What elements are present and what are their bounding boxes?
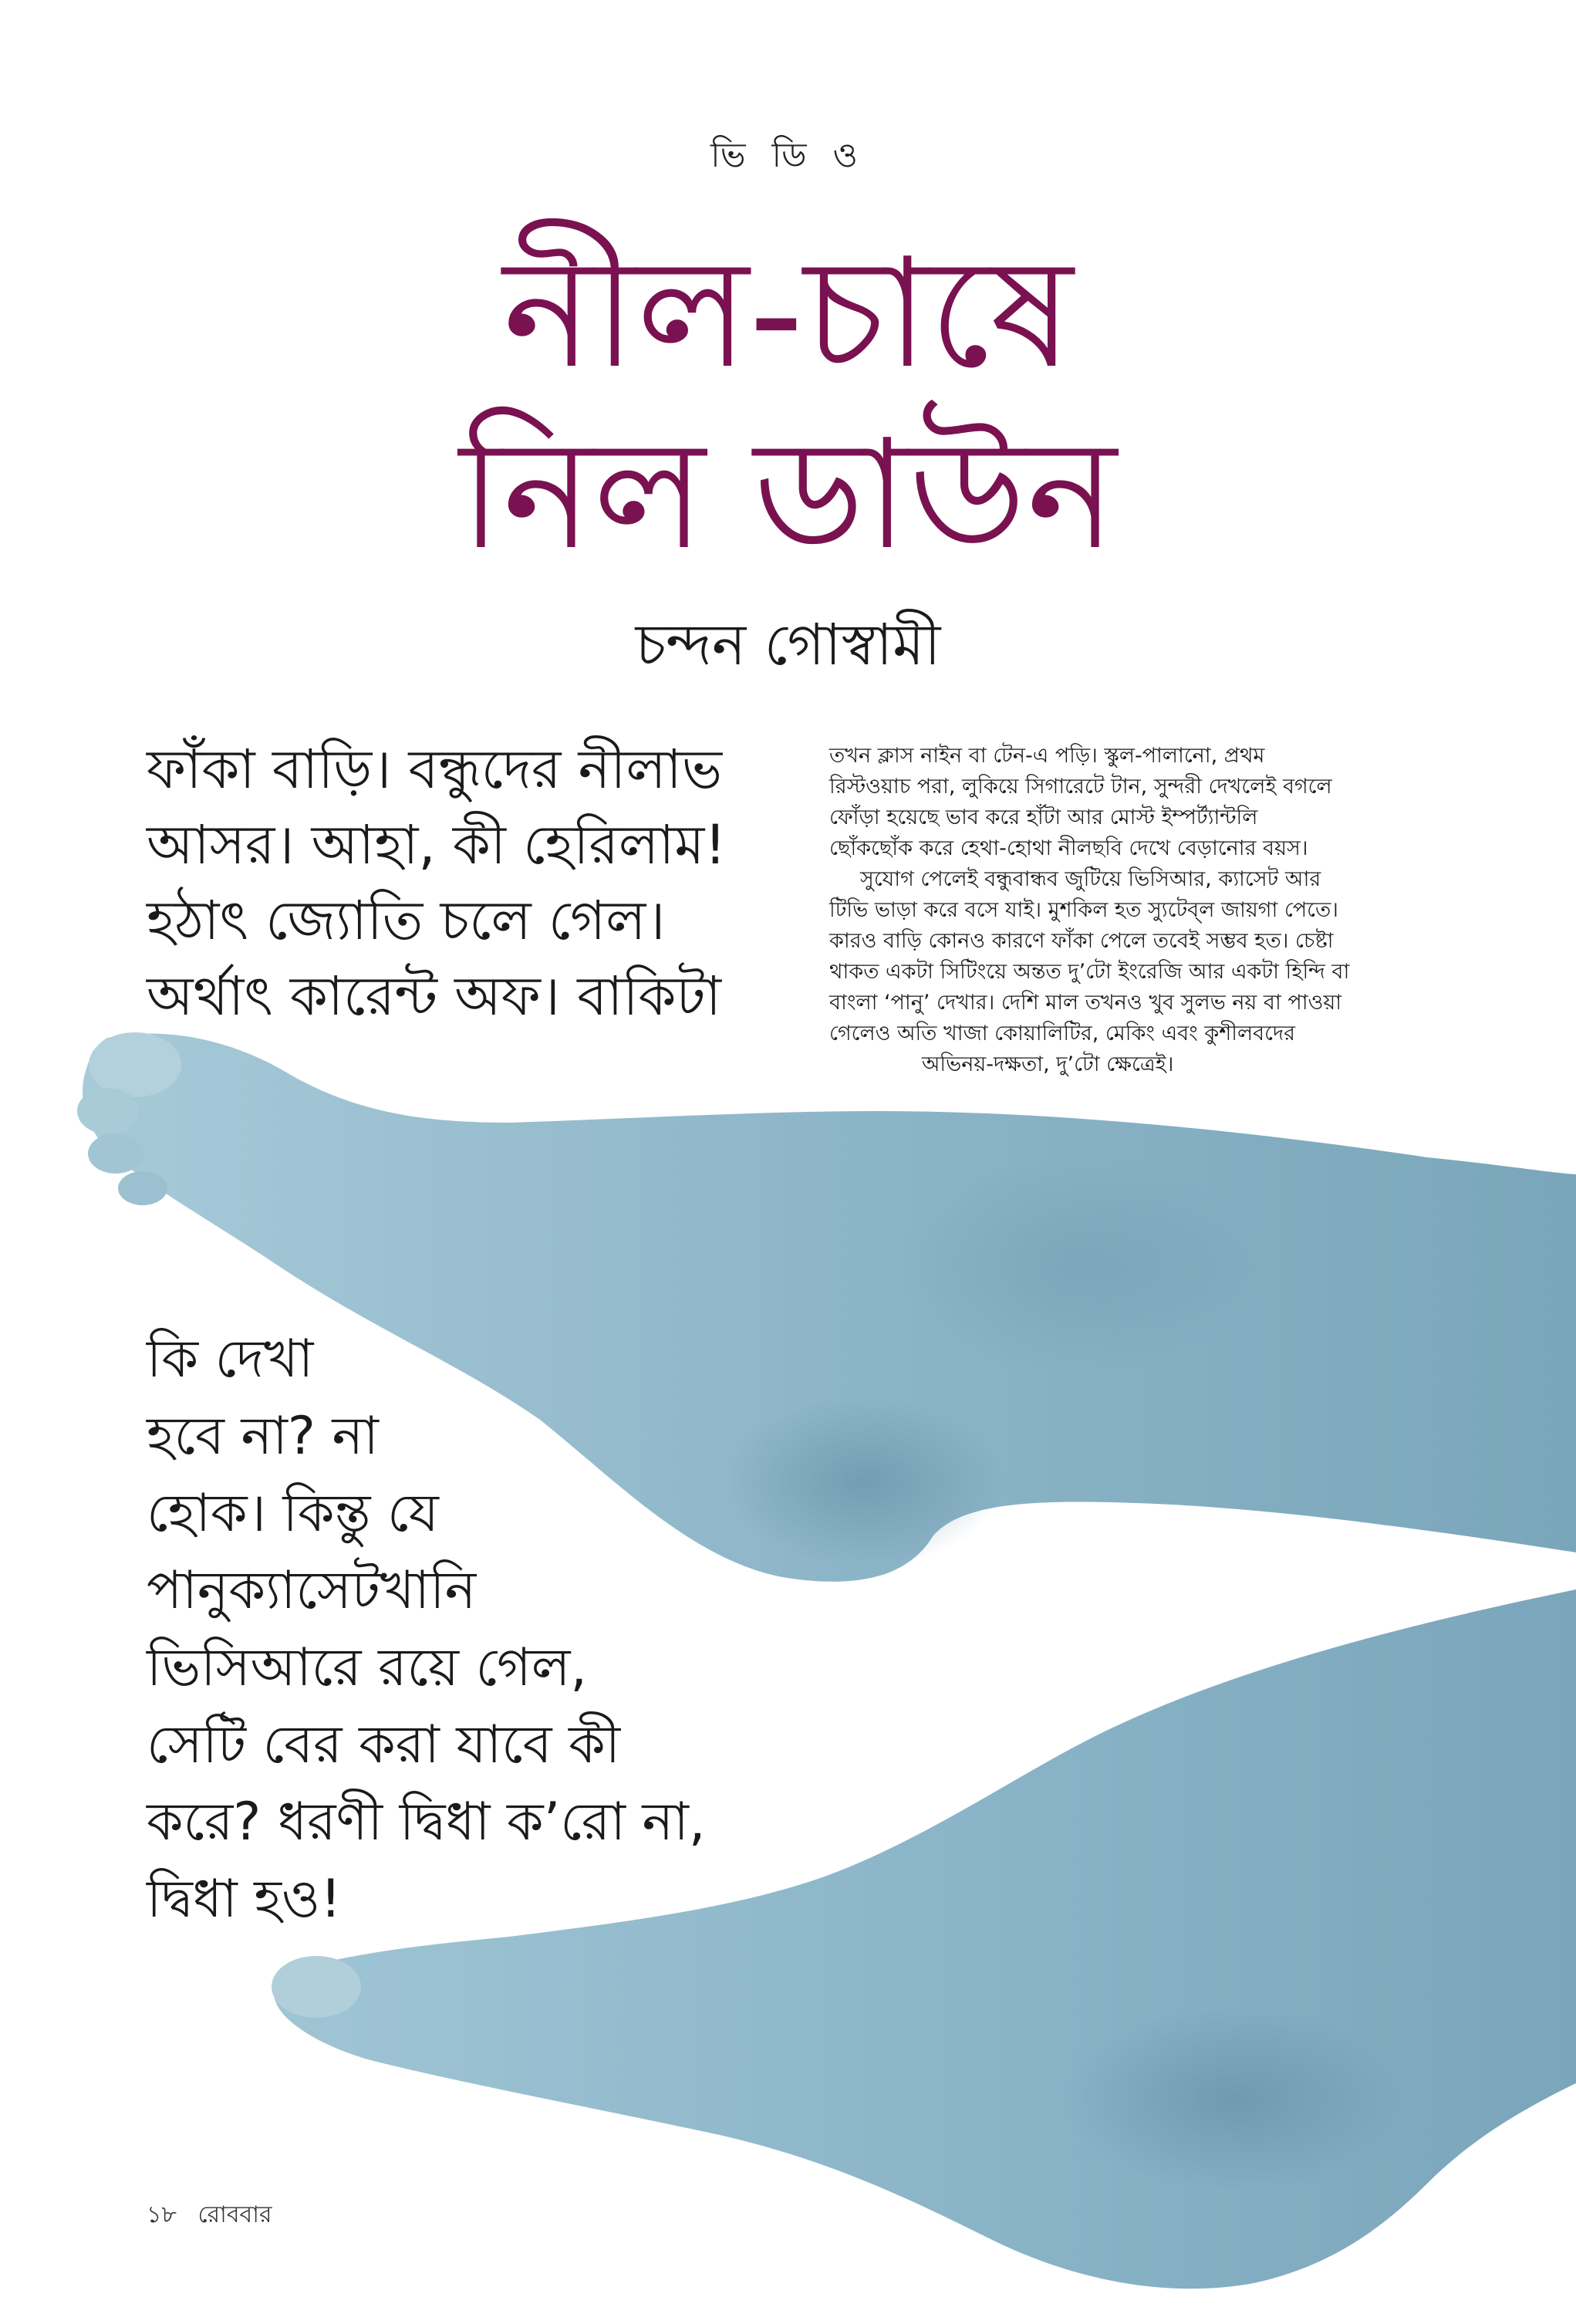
intro-continuation-line: পানুক্যাসেটখানি [147, 1560, 477, 1621]
intro-line: হঠাৎ জ্যোতি চলে গেল। [147, 889, 666, 952]
headline [0, 224, 1576, 586]
upper-big-toe [89, 1032, 181, 1097]
page-footer [147, 2196, 285, 2235]
intro-continuation-line: কি দেখা [147, 1329, 314, 1390]
upper-toe-4 [118, 1171, 167, 1205]
article-line: বাংলা ‘পানু’ দেখার। দেশি মাল তখনও খুব সুলভ নয় বা পাওয়া [829, 991, 1342, 1015]
intro-line: অর্থাৎ কারেন্ট অফ। বাকিটা [147, 964, 721, 1028]
article-line: ছোঁকছোঁক করে হেথা-হোথা নীলছবি দেখে বেড়ানোর বয়স। [829, 836, 1308, 860]
article-body [829, 741, 1439, 1080]
page-number: ১৮ [147, 2201, 177, 2228]
section-label: ভি ডি ও [710, 136, 866, 175]
article-line: রিস্টওয়াচ পরা, লুকিয়ে সিগারেটে টান, সুন্দরী দেখলেই বগলে [829, 775, 1332, 799]
author-byline: চন্দন গোস্বামী [635, 612, 941, 678]
article-line: ফোঁড়া হয়েছে ভাব করে হাঁটা আর মোস্ট ইম্পর্ট্যান্টলি [829, 806, 1258, 829]
lower-big-toe [272, 1956, 361, 2018]
intro-continuation-line: ভিসিআরে রয়ে গেল, [147, 1637, 587, 1698]
intro-line: আসর। আহা, কী হেরিলাম! [147, 813, 727, 877]
intro-paragraph [147, 731, 825, 1034]
intro-continuation-line: সেটি বের করা যাবে কী [147, 1714, 621, 1775]
headline-line-1: নীল-চাষে [502, 226, 1074, 402]
magazine-name: রোববার [197, 2201, 272, 2228]
lower-heel-shadow [1065, 2006, 1404, 2191]
intro-continuation [147, 1321, 825, 1938]
article-line: থাকত একটা সিটিংয়ে অন্তত দু’টো ইংরেজি আর একটা হিন্দি বা [829, 960, 1350, 984]
intro-continuation-line: দ্বিধা হও! [147, 1869, 342, 1930]
article-line: কারও বাড়ি কোনও কারণে ফাঁকা পেলে তবেই সম্ভব হত। চেষ্টা [829, 929, 1334, 953]
intro-continuation-line: করে? ধরণী দ্বিধা ক’রো না, [147, 1792, 706, 1853]
article-line: অভিনয়-দক্ষতা, দু’টো ক্ষেত্রেই। [922, 1052, 1174, 1076]
upper-toe-3 [88, 1133, 143, 1174]
headline-line-2: নিল ডাউন [459, 407, 1117, 583]
article-line: টিভি ভাড়া করে বসে যাই। মুশকিল হত স্যুটেব্‌ল জায়গা পেতে। [829, 898, 1338, 922]
upper-ankle-shadow [895, 1157, 1265, 1373]
upper-toe-2 [77, 1088, 139, 1134]
article-line: সুযোগ পেলেই বন্ধুবান্ধব জুটিয়ে ভিসিআর, ক্যাসেট আর [860, 867, 1321, 891]
intro-line: ফাঁকা বাড়ি। বন্ধুদের নীলাভ [147, 738, 722, 801]
article-line: গেলেও অতি খাজা কোয়ালিটির, মেকিং এবং কুশীলবদের [829, 1022, 1296, 1045]
intro-continuation-line: হবে না? না [147, 1406, 379, 1467]
intro-continuation-line: হোক। কিন্তু যে [147, 1483, 439, 1544]
article-line: তখন ক্লাস নাইন বা টেন-এ পড়ি। স্কুল-পালানো, প্রথম [829, 744, 1265, 768]
